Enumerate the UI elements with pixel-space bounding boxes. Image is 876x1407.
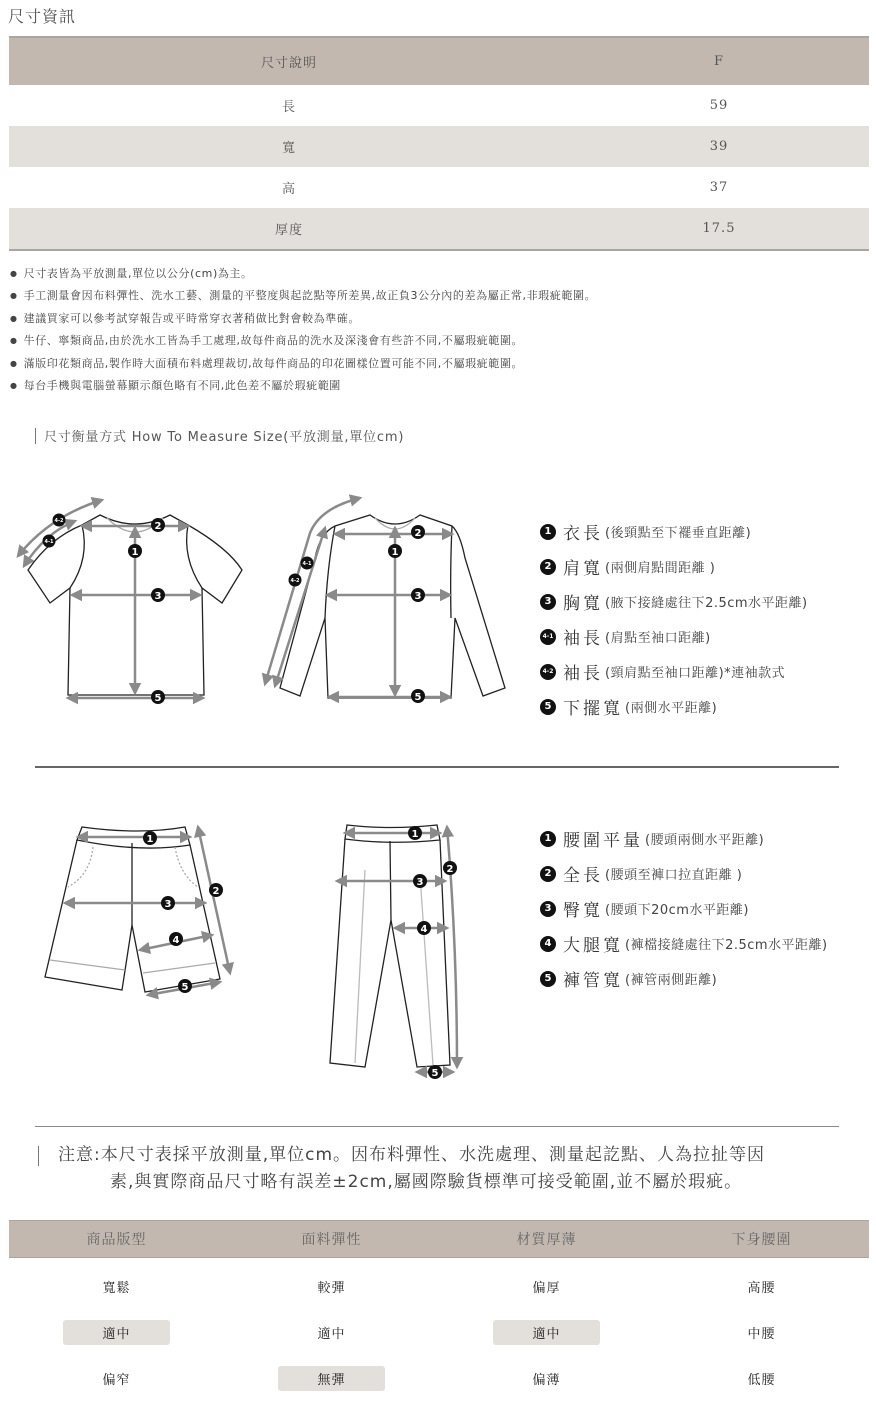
notice-line-2: 素,與實際商品尺寸略有誤差±2cm,屬國際驗貨標準可接受範圍,並不屬於瑕疵。 bbox=[110, 1172, 743, 1192]
legend-item bbox=[540, 619, 808, 654]
svg-text:5: 5 bbox=[181, 982, 189, 993]
svg-text:1: 1 bbox=[391, 547, 399, 558]
svg-text:3: 3 bbox=[154, 591, 162, 602]
svg-text:5: 5 bbox=[431, 1068, 439, 1079]
svg-text:2: 2 bbox=[154, 521, 162, 532]
row-value: 59 bbox=[709, 98, 729, 113]
legend-desc: (腋下接縫處往下2.5cm水平距離) bbox=[605, 596, 808, 611]
header-thickness: 材質厚薄 bbox=[516, 1232, 577, 1248]
longsleeve-outline bbox=[280, 515, 505, 698]
header-size-f: F bbox=[713, 54, 725, 69]
legend-name: 胸寬 bbox=[563, 594, 603, 614]
attribute-option: 無彈 bbox=[278, 1366, 385, 1391]
legend-desc: (褲檔接縫處往下2.5cm水平距離) bbox=[625, 938, 828, 953]
number-badge: 3 bbox=[540, 594, 556, 610]
attribute-option: 偏窄 bbox=[102, 1373, 131, 1388]
shorts-diagram bbox=[40, 815, 245, 1000]
svg-text:4-2: 4-2 bbox=[290, 578, 300, 584]
size-table-header bbox=[9, 38, 869, 85]
legend-item bbox=[540, 549, 808, 584]
legend-name: 臀寬 bbox=[563, 901, 603, 921]
note-item: ● 尺寸表皆為平放測量,單位以公分(cm)為主。 bbox=[10, 263, 596, 285]
row-label: 高 bbox=[281, 182, 296, 197]
header-elasticity: 面料彈性 bbox=[301, 1232, 362, 1248]
bottom-measure-legend bbox=[540, 821, 828, 996]
attribute-option: 高腰 bbox=[747, 1281, 776, 1296]
note-item: ● 每台手機與電腦螢幕顯示顏色略有不同,此色差不屬於瑕疵範圍 bbox=[10, 375, 596, 397]
legend-name: 下擺寬 bbox=[563, 699, 623, 719]
svg-text:1: 1 bbox=[146, 834, 154, 845]
number-badge: 1 bbox=[540, 524, 556, 540]
fit-column bbox=[9, 1265, 224, 1403]
notes-list bbox=[10, 263, 596, 397]
table-row bbox=[9, 126, 869, 167]
number-badge: 3 bbox=[540, 901, 556, 917]
header-size-desc: 尺寸說明 bbox=[260, 56, 317, 71]
attribute-option: 適中 bbox=[317, 1327, 346, 1342]
table-row bbox=[9, 85, 869, 126]
section-divider bbox=[35, 1126, 839, 1127]
row-value: 37 bbox=[709, 180, 729, 195]
svg-text:4-1: 4-1 bbox=[44, 539, 54, 545]
elasticity-column bbox=[224, 1265, 439, 1403]
product-attributes-table bbox=[9, 1220, 869, 1407]
row-label: 長 bbox=[281, 100, 296, 115]
row-value: 17.5 bbox=[702, 221, 736, 236]
svg-text:4: 4 bbox=[172, 935, 180, 946]
legend-name: 袖長 bbox=[563, 664, 603, 684]
legend-name: 全長 bbox=[563, 866, 603, 886]
svg-text:2: 2 bbox=[414, 528, 422, 539]
size-table bbox=[9, 36, 869, 251]
svg-text:4: 4 bbox=[420, 924, 428, 935]
attribute-option: 低腰 bbox=[747, 1373, 776, 1388]
svg-text:4-2: 4-2 bbox=[54, 518, 64, 524]
header-waist: 下身腰圍 bbox=[731, 1232, 792, 1248]
top-measure-legend bbox=[540, 514, 808, 724]
legend-desc: (兩側水平距離) bbox=[625, 701, 718, 716]
note-item: ● 建議買家可以參考試穿報告或平時常穿衣著稍做比對會較為準確。 bbox=[10, 308, 596, 330]
notice-bar bbox=[38, 1146, 39, 1166]
svg-text:5: 5 bbox=[414, 692, 422, 703]
section-divider bbox=[35, 766, 839, 768]
svg-text:2: 2 bbox=[212, 886, 220, 897]
row-label: 厚度 bbox=[274, 223, 303, 238]
svg-text:5: 5 bbox=[154, 693, 162, 704]
number-badge: 5 bbox=[540, 971, 556, 987]
heading-bar bbox=[35, 428, 36, 444]
legend-desc: (褲管兩側距離) bbox=[625, 973, 718, 988]
legend-item bbox=[540, 689, 808, 724]
longsleeve-diagram bbox=[255, 488, 520, 710]
legend-item bbox=[540, 654, 808, 689]
notice-line-1: 注意:本尺寸表採平放測量,單位cm。因布料彈性、水洗處理、測量起訖點、人為拉扯等因 bbox=[58, 1145, 766, 1165]
legend-name: 大腿寬 bbox=[563, 936, 623, 956]
legend-item bbox=[540, 961, 828, 996]
svg-text:3: 3 bbox=[414, 591, 422, 602]
legend-item bbox=[540, 514, 808, 549]
legend-item bbox=[540, 891, 828, 926]
thickness-column bbox=[439, 1265, 654, 1403]
legend-desc: (腰頭至褲口拉直距離 ) bbox=[605, 868, 743, 883]
header-fit: 商品版型 bbox=[86, 1232, 147, 1248]
legend-item bbox=[540, 926, 828, 961]
tshirt-diagram bbox=[10, 488, 250, 710]
measure-heading-text: 尺寸衡量方式 How To Measure Size(平放測量,單位cm) bbox=[44, 430, 405, 445]
table-row bbox=[9, 167, 869, 208]
note-item: ● 牛仔、寧類商品,由於洗水工皆為手工處理,故每件商品的洗水及深淺會有些許不同,不屬瑕疵範圍。 bbox=[10, 330, 596, 352]
section-title: 尺寸資訊 bbox=[8, 7, 77, 26]
note-item: ● 手工測量會因布料彈性、洗水工藝、測量的平整度與起訖點等所差異,故正負3公分內的差為屬正常,非瑕疵範圍。 bbox=[10, 285, 596, 307]
note-item: ● 滿版印花類商品,製作時大面積布料處理裁切,故每件商品的印花圖樣位置可能不同,不屬瑕疵範圍。 bbox=[10, 353, 596, 375]
number-badge: 2 bbox=[540, 866, 556, 882]
svg-text:1: 1 bbox=[131, 547, 139, 558]
svg-text:3: 3 bbox=[416, 877, 424, 888]
number-badge: 4-1 bbox=[540, 629, 556, 645]
table-row bbox=[9, 208, 869, 249]
legend-desc: (肩點至袖口距離) bbox=[605, 631, 711, 646]
attribute-option: 較彈 bbox=[317, 1281, 346, 1296]
number-badge: 2 bbox=[540, 559, 556, 575]
number-badge: 5 bbox=[540, 699, 556, 715]
row-label: 寬 bbox=[281, 141, 296, 156]
svg-text:4-1: 4-1 bbox=[302, 561, 312, 567]
attribute-option: 適中 bbox=[493, 1320, 600, 1345]
legend-desc: (腰頭下20cm水平距離) bbox=[605, 903, 749, 918]
trousers-diagram bbox=[325, 815, 470, 1085]
attribute-option: 偏厚 bbox=[532, 1281, 561, 1296]
legend-desc: (腰頭兩側水平距離) bbox=[645, 833, 765, 848]
attribute-option: 中腰 bbox=[747, 1327, 776, 1342]
legend-name: 褲管寬 bbox=[563, 971, 623, 991]
number-badge: 4 bbox=[540, 936, 556, 952]
legend-item bbox=[540, 821, 828, 856]
legend-item bbox=[540, 856, 828, 891]
row-value: 39 bbox=[709, 139, 729, 154]
svg-text:2: 2 bbox=[446, 864, 454, 875]
legend-desc: (兩側肩點間距離 ) bbox=[605, 561, 716, 576]
number-badge: 1 bbox=[540, 831, 556, 847]
svg-text:3: 3 bbox=[164, 899, 172, 910]
attributes-body bbox=[9, 1258, 869, 1407]
svg-text:1: 1 bbox=[411, 829, 419, 840]
legend-item bbox=[540, 584, 808, 619]
legend-name: 衣長 bbox=[563, 524, 603, 544]
attribute-option: 寬鬆 bbox=[102, 1281, 131, 1296]
legend-name: 腰圍平量 bbox=[563, 831, 643, 851]
notice-block bbox=[38, 1142, 848, 1196]
attribute-option: 偏薄 bbox=[532, 1373, 561, 1388]
attributes-header bbox=[9, 1221, 869, 1258]
number-badge: 4-2 bbox=[540, 664, 556, 680]
legend-desc: (頸肩點至袖口距離)*連袖款式 bbox=[605, 666, 786, 681]
legend-name: 肩寬 bbox=[563, 559, 603, 579]
waist-column bbox=[654, 1265, 869, 1403]
measure-heading bbox=[35, 426, 404, 445]
attribute-option: 適中 bbox=[63, 1320, 170, 1345]
legend-desc: (後頸點至下襬垂直距離) bbox=[605, 526, 752, 541]
legend-name: 袖長 bbox=[563, 629, 603, 649]
